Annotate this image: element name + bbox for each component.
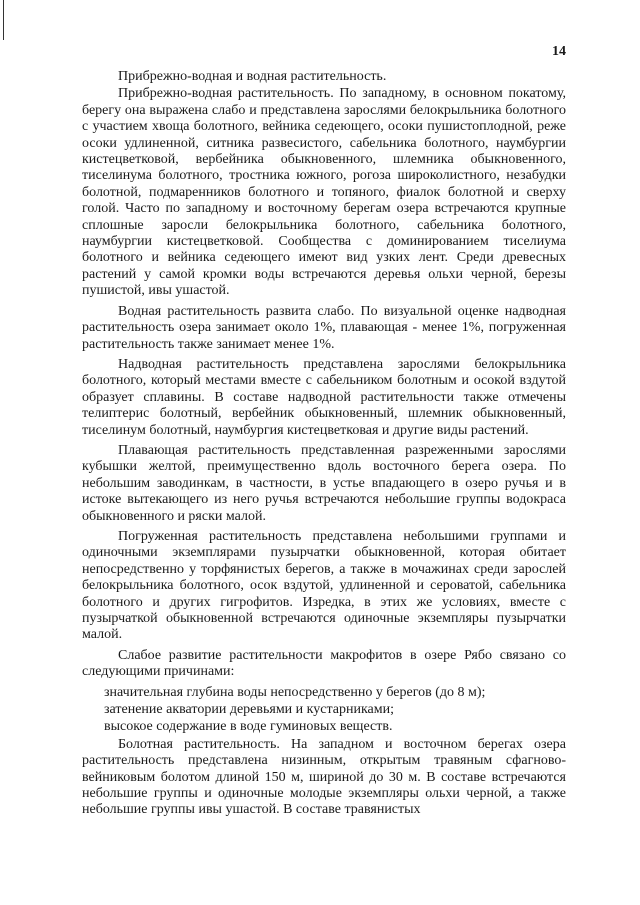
scan-edge-line bbox=[3, 0, 4, 40]
section-heading: Прибрежно-водная и водная растительность. bbox=[118, 69, 387, 84]
paragraph-emergent-vegetation: Надводная растительность представлена зарослями белокрыльника болотного, который местами вместе с сабельником болотным и осокой вздутой образует сплавины. В составе надводной растительности также отмечены телиптерис болотный, вербейник обыкновенный, шлемник обыкновенный, тиселинум болотный, наумбургия кистецветковая и другие виды растений. bbox=[82, 356, 566, 438]
list-item: значительная глубина воды непосредственно у берегов (до 8 м); bbox=[104, 684, 486, 700]
page-number: 14 bbox=[552, 44, 566, 59]
paragraph-submerged-vegetation: Погруженная растительность представлена небольшими группами и одиночными экземплярами пузырчатки обыкновенной, которая обитает непосредственно у торфянистых берегов, а также в мочажинах среди зарослей белокрыльника болотного, осок вздутой, удлиненной и сероватой, сабельника болотного и других гигрофитов. Изредка, в этих же условиях, вместе с пузырчаткой обыкновенной встречаются одиночные экземпляры пузырчатки малой. bbox=[82, 528, 566, 643]
paragraph-weak-development: Слабое развитие растительности макрофитов в озере Рябо связано со следующими причинами: bbox=[82, 647, 566, 680]
paragraph-aquatic-vegetation: Водная растительность развита слабо. По визуальной оценке надводная растительность озера занимает около 1%, плавающая - менее 1%, погруженная растительность также занимает менее 1%. bbox=[82, 303, 566, 352]
paragraph-bog-vegetation: Болотная растительность. На западном и восточном берегах озера растительность представлена низинным, открытым травяным сфагново-вейниковым болотом длиной 150 м, шириной до 30 м. В составе встречаются небольшие группы и одиночные молодые экземпляры ольхи черной, а также небольшие группы ивы ушастой. В составе травянистых bbox=[82, 736, 566, 818]
list-item: затенение акватории деревьями и кустарниками; bbox=[104, 702, 395, 718]
list-item: высокое содержание в воде гуминовых веществ. bbox=[104, 719, 393, 735]
document-body bbox=[82, 69, 566, 823]
paragraph-floating-vegetation: Плавающая растительность представленная разреженными зарослями кубышки желтой, преимущественно вдоль восточного берега озера. По небольшим заводинкам, в частности, в устье впадающего в озеро ручья и в истоке вытекающего из него ручья встречаются небольшие группы водокраса обыкновенного и ряски малой. bbox=[82, 442, 566, 524]
paragraph-coastal-vegetation: Прибрежно-водная растительность. По западному, в основном покатому, берегу она выражена слабо и представлена зарослями белокрыльника болотного с участием хвоща болотного, вейника седеющего, осоки пушистоплодной, реже осоки удлиненной, ситника развесистого, сабельника болотного, наумбургии кистецветковой, вербейника обыкновенного, шлемника обыкновенного, тиселинума болотного, тростника южного, рогоза широколистного, незабудки болотной, подмаренников болотного и топяного, фиалок болотной и сверху голой. Часто по западному и восточному берегам озера встречаются крупные сплошные заросли белокрыльника болотного, сабельника болотного, наумбургии кистецветковой. Сообщества с доминированием тиселиума болотного и вейника седеющего имеют вид узких лент. Среди древесных растений у самой кромки воды встречаются деревья ольхи черной, березы пушистой, ивы ушастой. bbox=[82, 86, 566, 299]
